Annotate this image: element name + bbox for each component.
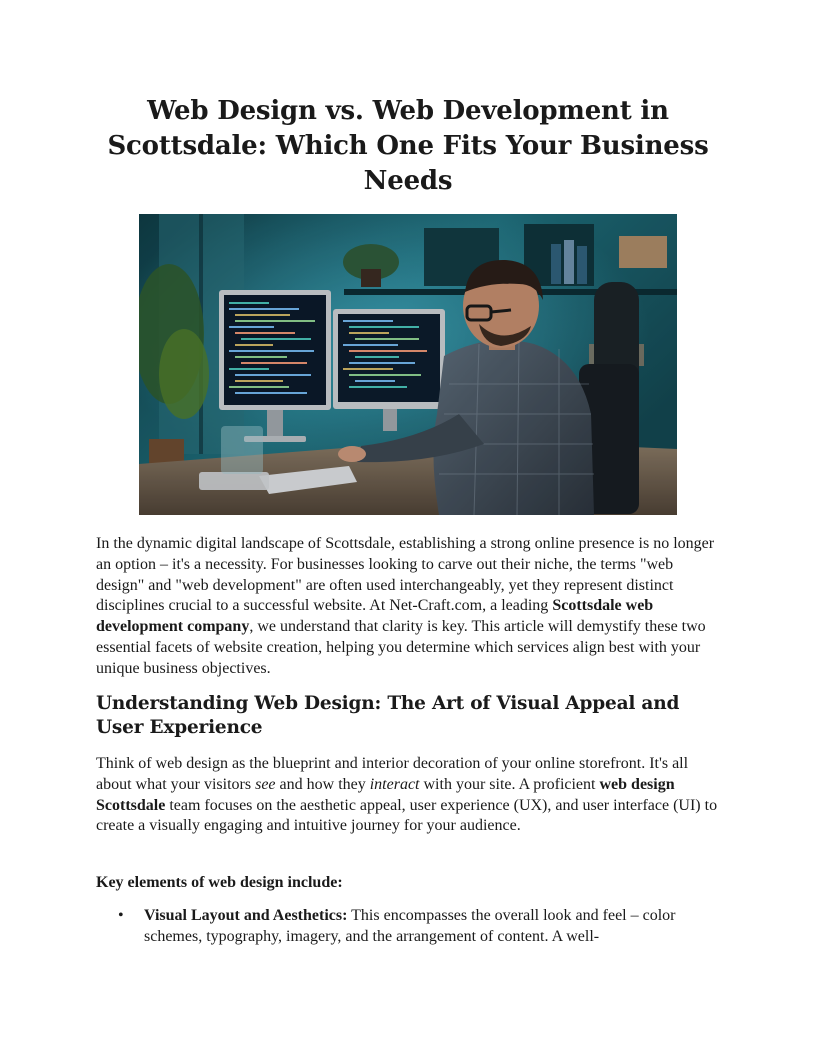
list-item-text: This encompasses the overall look and feel – color schemes, typography, imagery, and the arrangement of content. A well- [144,907,676,945]
web-design-text-3: with your site. A proficient [419,775,600,793]
web-design-text-2: and how they [275,775,370,793]
intro-bold-keyword: Scottsdale web development company [96,597,654,636]
list-item-label: Visual Layout and Aesthetics: [144,907,348,924]
bullet-icon: • [118,907,124,924]
section-heading-web-design: Understanding Web Design: The Art of Visual Appeal and User Experience [96,693,680,738]
web-design-bold-keyword: web design Scottsdale [96,775,675,814]
intro-text-1: In the dynamic digital landscape of Scottsdale, establishing a strong online presence is no longer an option – it's a necessity. For businesses looking to carve out their niche, the terms "web design" and "web development" are often used interchangeably, yet they represent distinct disciplines crucial to a successful website. At Net-Craft.com, a leading [96,535,715,615]
web-design-paragraph [96,754,722,837]
key-elements-list [96,906,722,948]
emphasis-see: see [255,775,276,793]
web-design-text-1: Think of web design as the blueprint and interior decoration of your online storefront. It's all about what your visitors [96,755,689,793]
intro-paragraph [96,534,722,680]
list-item [96,906,722,948]
page-title: Web Design vs. Web Development in Scottsdale: Which One Fits Your Business Needs [107,96,709,196]
developer-at-dual-monitors-photo [139,214,677,515]
web-design-text-4: team focuses on the aesthetic appeal, user experience (UX), and user interface (UI) to create a visually engaging and intuitive journey for your audience. [96,796,718,835]
emphasis-interact: interact [369,775,420,793]
hero-image [139,214,677,515]
key-elements-subheading: Key elements of web design include: [96,874,343,891]
intro-text-2: , we understand that clarity is key. This article will demystify these two essential facets of website creation, helping you determine which services align best with your unique business objectives. [96,618,706,677]
